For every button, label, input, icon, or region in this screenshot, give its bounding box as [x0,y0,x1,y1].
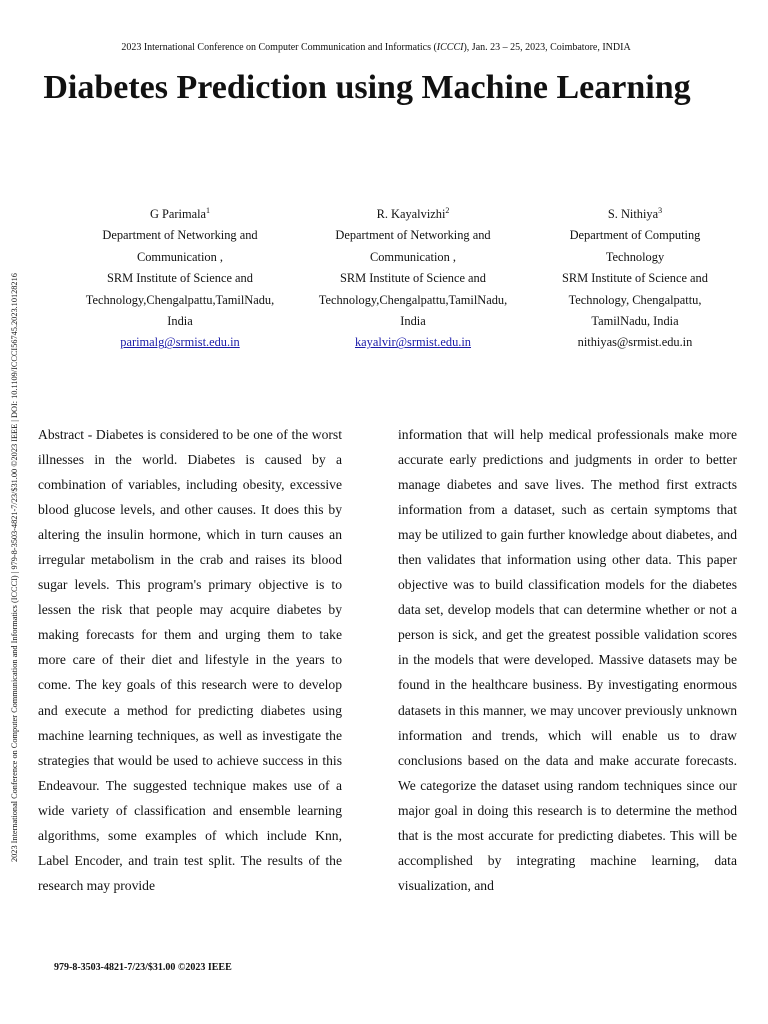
conference-suffix: ), Jan. 23 – 25, 2023, Coimbatore, INDIA [463,42,631,53]
affiliation-mark: 1 [206,206,211,215]
affiliation-line: India [167,314,193,329]
paper-title: Diabetes Prediction using Machine Learning [43,69,691,106]
side-citation-strip [10,273,19,862]
conference-header [0,42,752,53]
author-name: G Parimala$^1$ [149,206,211,221]
abstract-left-column: Abstract - Diabetes is considered to be one of the worst illnesses in the world. Diabetes is caused by a combination of variables, including obesity, excessive blood glucose levels, and other causes. It does this by altering the insulin hormone, which in turn causes an irregular metabolism in the crab and raises its blood sugar levels. This program's primary objective is to lessen the risk that people may acquire diabetes by making forecasts for them and urging them to take more care of their diet and lifestyle in the years to come. The key goals of this research were to develop and execute a method for predicting diabetes using machine learning techniques, as well as investigate the strategies that would be used to achieve success in this Endeavour. The suggested technique makes use of a wide variety of classification and ensemble learning algorithms, some examples of which include Knn, Label Encoder, and train test split. The results of the research may provide [38,427,342,893]
affiliation-line: Technology, Chengalpattu, [568,292,702,307]
footer-copyright: 979-8-3503-4821-7/23/$31.00 ©2023 IEEE [54,962,232,973]
affiliation-line: SRM Institute of Science and [340,271,486,286]
affiliation-line: Department of Networking and [102,228,258,243]
affiliation-line: TamilNadu, India [591,314,679,329]
author-block [308,204,518,354]
author-block [540,204,730,354]
affiliation-line: Department of Networking and [335,228,491,243]
conference-abbr: ICCCI [436,42,464,53]
author-block [74,204,286,354]
affiliation-line: SRM Institute of Science and [562,271,708,286]
author-email-link[interactable]: parimalg@srmist.edu.in [120,335,240,350]
affiliation-line: Technology,Chengalpattu,TamilNadu, [318,292,508,307]
affiliation-line: SRM Institute of Science and [107,271,253,286]
abstract-right-column: information that will help medical professionals make more accurate early predictions and judgments in order to better manage diabetes and save lives. The method first extracts information from a dataset, such as certain symptoms that may be utilized to gain further knowledge about diabetes, and then validates that information using other data. This paper objective was to build classification models for the diabetes data set, develop models that can determine whether or not a person is sick, and get the greatest possible validation scores in the models that were developed. Massive datasets may be found in the healthcare business. By investigating enormous datasets in this manner, we may uncover previously unknown information and trends, which will enable us to draw conclusions based on the data and make accurate forecasts. We categorize the dataset using random techniques since our major goal in doing this research is to determine the method that is the most accurate for predicting diabetes. This will be accomplished by integrating machine learning, data visualization, and [398,427,737,893]
author-name: R. Kayalvizhi$^2$ [376,206,450,221]
author-email-link[interactable]: kayalvir@srmist.edu.in [354,335,472,350]
side-isbn: | 979-8-3503-4821-7/23/$31.00 ©2023 IEEE [10,424,19,576]
affiliation-mark: 2 [445,206,450,215]
affiliation-line: India [400,314,426,329]
affiliation-mark: 3 [658,206,663,215]
affiliation-line: Communication , [369,249,457,264]
conference-prefix: 2023 International Conference on Computer Communication and Informatics ( [121,42,437,53]
author-name: S. Nithiya$^3$ [607,206,663,221]
affiliation-line: Technology [605,249,665,264]
author-email: nithiyas@srmist.edu.in [577,335,693,350]
side-doi: | DOI: 10.1109/ICCCI56745.2023.10128216 [10,273,19,424]
affiliation-line: Department of Computing [569,228,701,243]
side-proceedings: 2023 International Conference on Computer Communication and Informatics (ICCCI) [10,575,19,862]
affiliation-line: Technology,Chengalpattu,TamilNadu, [85,292,275,307]
affiliation-line: Communication , [136,249,224,264]
